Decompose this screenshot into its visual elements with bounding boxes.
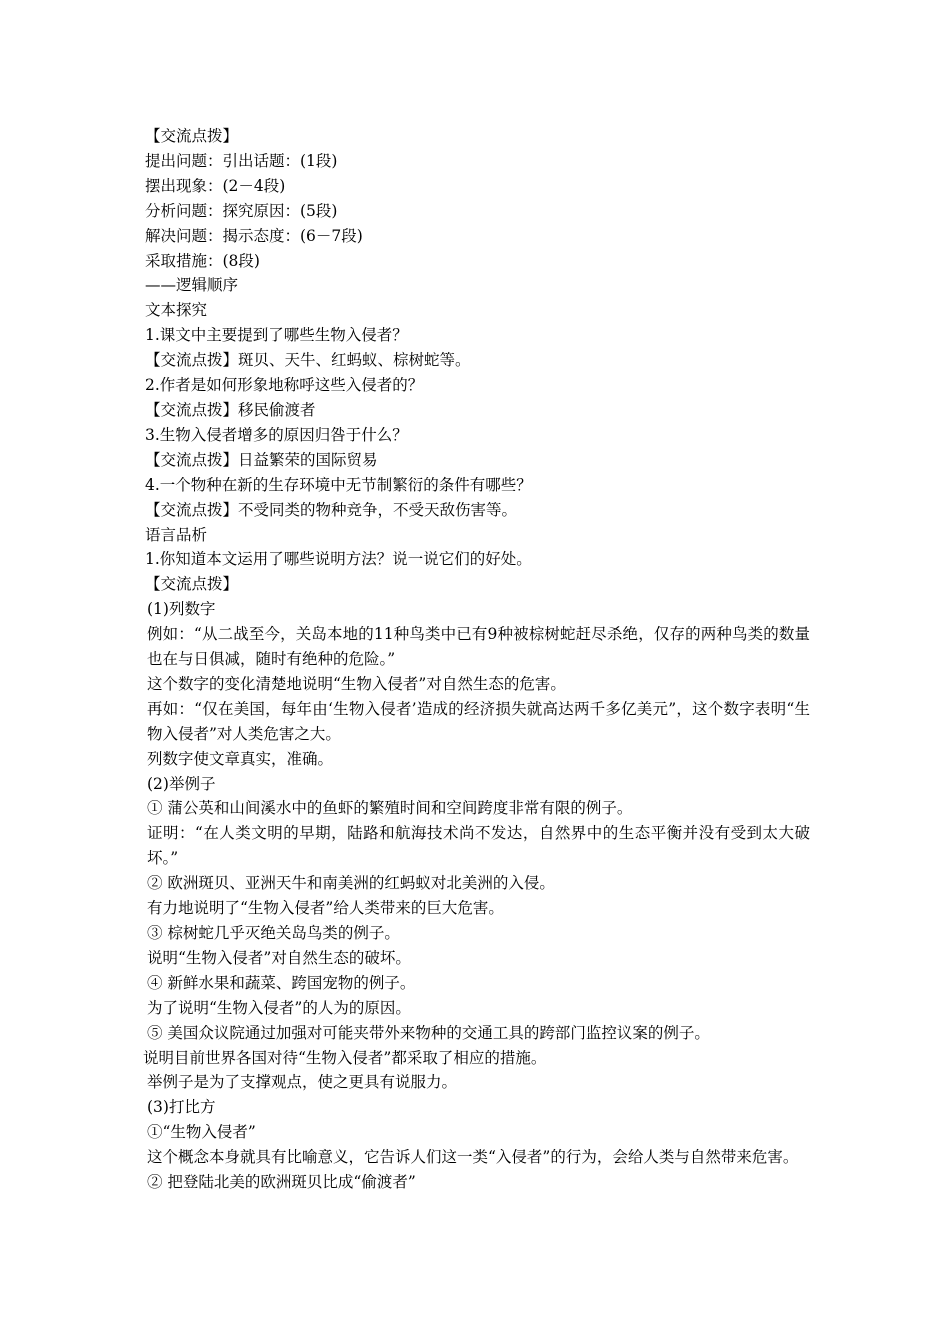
example-item-4: ④ 新鲜水果和蔬菜、跨国宠物的例子。	[147, 973, 416, 992]
structure-line-measures: 采取措施：(8段)	[145, 251, 260, 270]
question-3: 3.生物入侵者增多的原因归咎于什么？	[145, 425, 408, 444]
example-item-5: ⑤ 美国众议院通过加强对可能夹带外来物种的交通工具的跨部门监控议案的例子。	[147, 1023, 710, 1042]
numbers-example-1: 例如：“从二战至今，关岛本地的11种鸟类中已有9种被棕树蛇赶尽杀绝，仅存的两种鸟类的数量也在与日俱减，随时有绝种的危险。”	[147, 625, 810, 669]
answer-1: 【交流点拨】斑贝、天牛、红蚂蚁、棕树蛇等。	[145, 351, 471, 370]
section-heading-language-analysis: 语言品析	[145, 525, 208, 544]
examples-summary: 举例子是为了支撑观点，使之更具有说服力。	[147, 1073, 458, 1092]
question-4: 4.一个物种在新的生存环境中无节制繁衍的条件有哪些？	[145, 475, 532, 494]
answer-2: 【交流点拨】移民偷渡者	[145, 400, 316, 419]
document-page	[145, 124, 810, 1195]
example-explanation-2: 有力地说明了“生物入侵者”给人类带来的巨大危害。	[147, 899, 504, 918]
example-explanation-3: 说明“生物入侵者”对自然生态的破坏。	[147, 948, 411, 967]
question-1: 1.课文中主要提到了哪些生物入侵者？	[145, 326, 408, 345]
numbers-example-2: 再如：“仅在美国，每年由‘生物入侵者’造成的经济损失就高达两千多亿美元”，这个数字表明“生物入侵者”对人类危害之大。	[147, 699, 810, 743]
example-item-3: ③ 棕树蛇几乎灭绝关岛鸟类的例子。	[147, 924, 400, 942]
structure-line-phenomenon: 摆出现象：(2－4段)	[145, 176, 286, 195]
structure-line-raise-question: 提出问题：引出话题：(1段)	[145, 151, 338, 170]
structure-line-solve: 解决问题：揭示态度：(6－7段)	[145, 226, 363, 245]
structure-line-analyze: 分析问题：探究原因：(5段)	[145, 201, 338, 220]
example-item-1: ① 蒲公英和山间溪水中的鱼虾的繁殖时间和空间跨度非常有限的例子。	[147, 799, 633, 818]
language-answer-heading: 【交流点拨】	[145, 575, 239, 594]
method-heading-numbers: (1)列数字	[147, 600, 216, 619]
numbers-explanation-1: 这个数字的变化清楚地说明“生物入侵者”对自然生态的危害。	[147, 674, 566, 693]
example-explanation-5: 说明目前世界各国对待“生物入侵者”都采取了相应的措施。	[143, 1048, 547, 1067]
section-heading-discussion: 【交流点拨】	[145, 127, 239, 145]
question-2: 2.作者是如何形象地称呼这些入侵者的？	[145, 376, 424, 395]
answer-3: 【交流点拨】日益繁荣的国际贸易	[145, 450, 378, 469]
section-heading-text-exploration: 文本探究	[145, 301, 208, 320]
metaphor-item-1: ①“生物入侵者”	[147, 1123, 256, 1142]
example-explanation-4: 为了说明“生物入侵者”的人为的原因。	[147, 998, 411, 1017]
metaphor-item-2: ② 把登陆北美的欧洲斑贝比成“偷渡者”	[147, 1173, 416, 1192]
example-item-2: ② 欧洲斑贝、亚洲天牛和南美洲的红蚂蚁对北美洲的入侵。	[147, 874, 555, 893]
method-heading-metaphor: (3)打比方	[147, 1098, 216, 1117]
structure-line-logic-order: ——逻辑顺序	[145, 276, 239, 295]
metaphor-explanation-1: 这个概念本身就具有比喻意义，它告诉人们这一类“入侵者”的行为，会给人类与自然带来危害。	[147, 1148, 799, 1167]
example-proof-1: 证明：“在人类文明的早期，陆路和航海技术尚不发达，自然界中的生态平衡并没有受到太大破坏。”	[147, 824, 810, 868]
language-question-1: 1.你知道本文运用了哪些说明方法？说一说它们的好处。	[145, 550, 532, 569]
numbers-summary: 列数字使文章真实，准确。	[147, 749, 334, 768]
answer-4: 【交流点拨】不受同类的物种竞争，不受天敌伤害等。	[145, 500, 518, 519]
method-heading-examples: (2)举例子	[147, 774, 216, 793]
